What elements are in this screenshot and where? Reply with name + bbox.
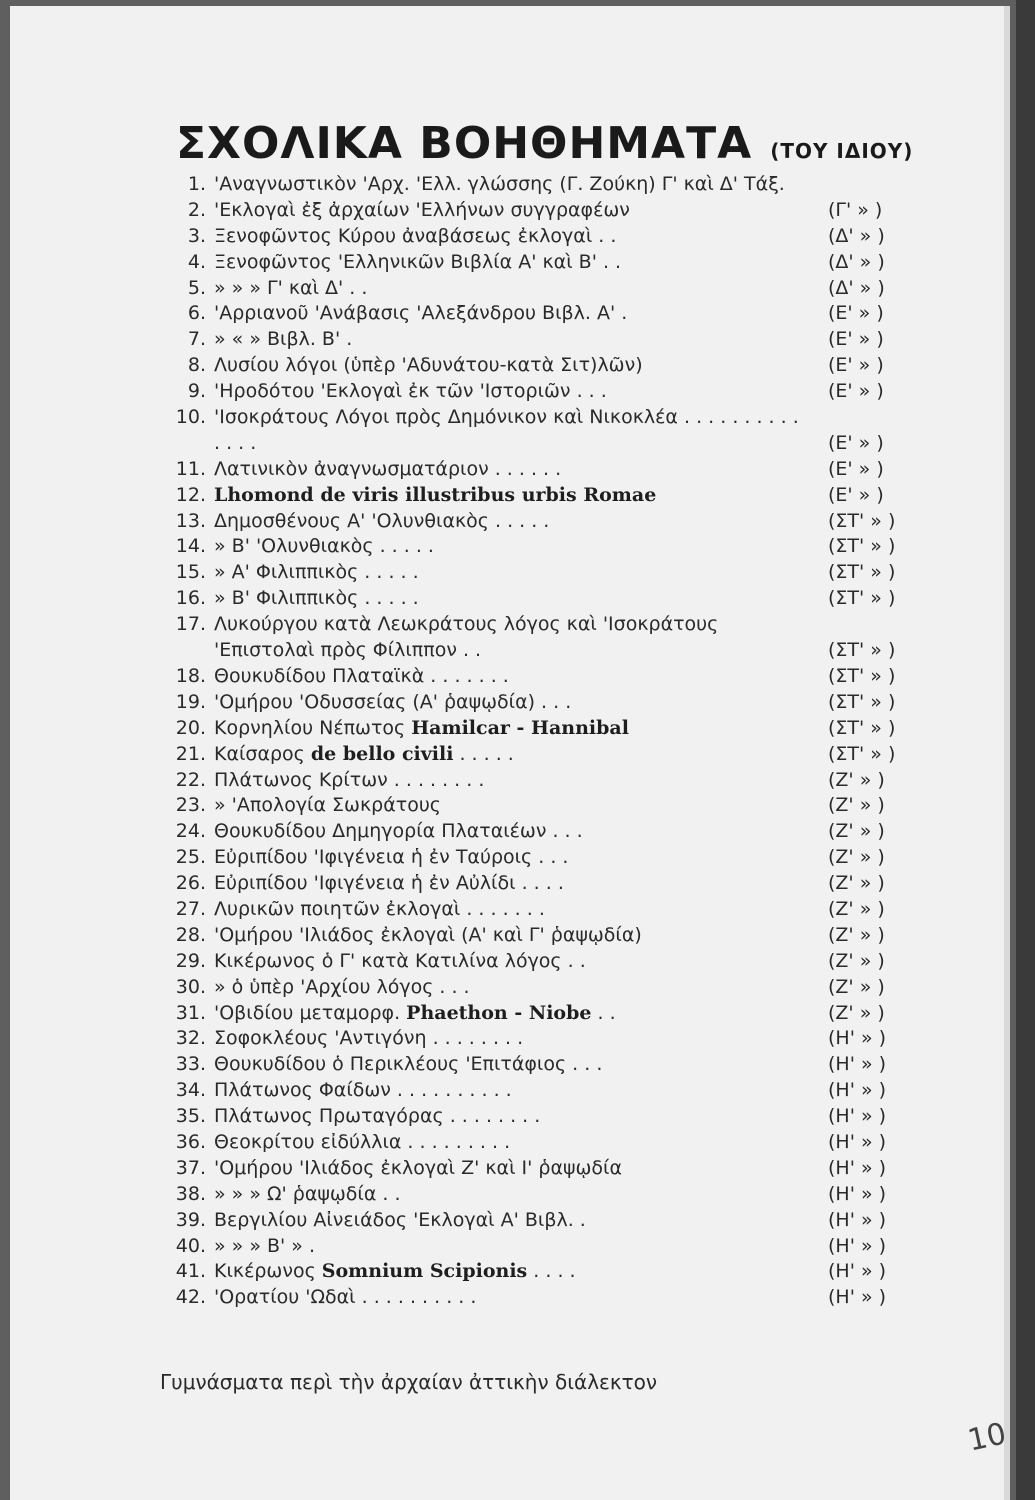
class-level: (Η' » ) (828, 1027, 887, 1050)
list-item (158, 690, 948, 716)
latin-title: de bello civili (310, 742, 454, 765)
list-item (158, 897, 948, 923)
item-title (206, 172, 834, 198)
list-item (158, 172, 948, 198)
book-list (158, 172, 948, 1311)
class-level: (Ζ' » ) (828, 975, 885, 998)
item-number: 17. (175, 613, 206, 636)
list-item (158, 379, 948, 405)
item-title (206, 1130, 834, 1156)
item-number: 8. (187, 354, 206, 377)
item-title (206, 845, 834, 871)
class-level: (Ζ' » ) (828, 897, 885, 920)
scan-edge (1016, 0, 1035, 1500)
item-number: 11. (175, 457, 206, 480)
list-item (158, 819, 948, 845)
title-text: Κικέρωνος (214, 1260, 322, 1283)
list-item (158, 1208, 948, 1234)
item-number: 28. (175, 923, 206, 946)
class-level: (Η' » ) (828, 1105, 887, 1128)
item-number: 38. (175, 1182, 206, 1205)
item-title (206, 716, 834, 742)
class-level: (Η' » ) (828, 1208, 887, 1231)
class-level: (Η' » ) (828, 1182, 887, 1205)
list-item (158, 1130, 948, 1156)
item-number: 34. (175, 1079, 206, 1102)
item-title (206, 871, 834, 897)
class-level: (Ε' » ) (828, 431, 884, 454)
item-number: 42. (175, 1286, 206, 1309)
title-text: Πλάτωνος Πρωταγόρας . . . . . . . . (214, 1105, 541, 1128)
item-title (206, 301, 834, 327)
list-item (158, 1001, 948, 1027)
title-text: » ὁ ὑπὲρ 'Αρχίου λόγος . . . (214, 975, 470, 998)
list-item (158, 975, 948, 1001)
item-title (206, 975, 834, 1001)
list-item (158, 534, 948, 560)
list-item (158, 768, 948, 794)
item-number: 14. (175, 535, 206, 558)
class-level: (Ζ' » ) (828, 846, 885, 869)
list-item (158, 586, 948, 612)
title-text: Βεργιλίου Αἰνειάδος 'Εκλογαὶ Α' Βιβλ. . (214, 1208, 586, 1231)
list-item (158, 1078, 948, 1104)
class-level: (Η' » ) (828, 1130, 887, 1153)
list-item (158, 457, 948, 483)
title-text: Λυρικῶν ποιητῶν ἐκλογαὶ . . . . . . . (214, 897, 545, 920)
item-title (206, 819, 834, 845)
class-level: (Δ' » ) (828, 276, 885, 299)
class-level: (ΣΤ' » ) (828, 535, 896, 558)
title-text: Θουκυδίδου ὁ Περικλέους 'Επιτάφιος . . . (214, 1053, 603, 1076)
class-level: (Η' » ) (828, 1053, 887, 1076)
title-text: Θουκυδίδου Πλαταϊκὰ . . . . . . . (214, 664, 509, 687)
item-number: 30. (175, 975, 206, 998)
title-text: 'Ομήρου 'Οδυσσείας (Α' ῥαψῳδία) . . . (214, 690, 572, 713)
class-level: (Ζ' » ) (828, 820, 885, 843)
title-text: Εὐριπίδου 'Ιφιγένεια ἡ ἐν Ταύροις . . . (214, 846, 569, 869)
item-title (206, 198, 834, 224)
item-number: 23. (175, 794, 206, 817)
item-title (206, 586, 834, 612)
footer-line: Γυμνάσματα περὶ τὴν ἀρχαίαν ἀττικὴν διάλεκτον (160, 1370, 658, 1394)
item-title (206, 768, 834, 794)
page-number: 10 (964, 1416, 1010, 1459)
item-number: 20. (175, 716, 206, 739)
class-level: (ΣΤ' » ) (828, 587, 896, 610)
list-item (158, 923, 948, 949)
title-text: Λυσίου λόγοι (ὑπὲρ 'Αδυνάτου-κατὰ Σιτ)λῶν) (214, 354, 643, 377)
item-title (206, 379, 834, 405)
item-title (206, 327, 834, 353)
item-title (206, 405, 804, 457)
title-text: » Α' Φιλιππικὸς . . . . . (214, 561, 419, 584)
title-text: 'Ομήρου 'Ιλιάδος ἐκλογαὶ Ζ' καὶ Ι' ῥαψῳδία (214, 1156, 623, 1179)
page-subtitle: (ΤΟΥ ΙΔΙΟΥ) (770, 139, 914, 163)
list-item (158, 198, 948, 224)
latin-title: Phaethon - Niobe (406, 1001, 592, 1024)
title-text: 'Ισοκράτους Λόγοι πρὸς Δημόνικον καὶ Νικοκλέα . . . . . . . . . . . . . . (214, 406, 799, 454)
list-item (158, 742, 948, 768)
title-text: Δημοσθένους Α' 'Ολυνθιακὸς . . . . . (214, 509, 550, 532)
class-level: (Η' » ) (828, 1260, 887, 1283)
list-item (158, 1182, 948, 1208)
title-text: Κικέρωνος ὁ Γ' κατὰ Κατιλίνα λόγος . . (214, 949, 586, 972)
class-level: (ΣΤ' » ) (828, 639, 896, 662)
item-number: 15. (175, 561, 206, 584)
latin-title: Hamilcar - Hannibal (411, 716, 629, 739)
title-text: Κορνηλίου Νέπωτος (214, 716, 412, 739)
item-number: 5. (187, 276, 206, 299)
class-level: (Ζ' » ) (828, 923, 885, 946)
title-text: 'Ορατίου 'Ωδαὶ . . . . . . . . . . (214, 1286, 477, 1309)
class-level: (ΣΤ' » ) (828, 561, 896, 584)
item-title (206, 612, 804, 664)
class-level: (Ζ' » ) (828, 949, 885, 972)
item-number: 27. (175, 897, 206, 920)
list-item (158, 301, 948, 327)
class-level: (Γ' » ) (828, 198, 883, 221)
item-title (206, 250, 834, 276)
item-title (206, 483, 834, 509)
title-text: Καίσαρος (214, 742, 311, 765)
class-level: (Ε' » ) (828, 457, 884, 480)
item-number: 35. (175, 1105, 206, 1128)
title-text: » 'Απολογία Σωκράτους (214, 794, 441, 817)
item-title (206, 923, 834, 949)
item-number: 22. (175, 768, 206, 791)
item-number: 32. (175, 1027, 206, 1050)
list-item (158, 250, 948, 276)
class-level: (ΣΤ' » ) (828, 742, 896, 765)
class-level: (Ε' » ) (828, 380, 884, 403)
list-item (158, 716, 948, 742)
list-item (158, 1104, 948, 1130)
item-number: 41. (175, 1260, 206, 1283)
item-number: 10. (175, 406, 206, 429)
item-title (206, 949, 834, 975)
title-text: Λατινικὸν ἀναγνωσματάριον . . . . . . (214, 457, 562, 480)
item-number: 18. (175, 664, 206, 687)
title-text: Εὐριπίδου 'Ιφιγένεια ἡ ἐν Αὐλίδι . . . . (214, 872, 564, 895)
item-number: 9. (187, 380, 206, 403)
item-number: 12. (175, 483, 206, 506)
item-number: 16. (175, 587, 206, 610)
item-number: 31. (175, 1001, 206, 1024)
item-title (206, 1234, 834, 1260)
item-number: 25. (175, 846, 206, 869)
title-text: Πλάτωνος Κρίτων . . . . . . . . (214, 768, 485, 791)
title-text: » » » Β' » . (214, 1234, 315, 1257)
title-text: » Β' 'Ολυνθιακὸς . . . . . (214, 535, 434, 558)
item-number: 2. (187, 198, 206, 221)
title-text: . . . . . (453, 742, 514, 765)
class-level: (Η' » ) (828, 1079, 887, 1102)
item-number: 33. (175, 1053, 206, 1076)
item-title (206, 353, 834, 379)
list-item (158, 1234, 948, 1260)
list-item (158, 1026, 948, 1052)
class-level: (Ζ' » ) (828, 872, 885, 895)
item-title (206, 1001, 834, 1027)
class-level: (ΣΤ' » ) (828, 509, 896, 532)
list-item (158, 224, 948, 250)
list-item (158, 327, 948, 353)
class-level: (Ε' » ) (828, 302, 884, 325)
item-title (206, 793, 834, 819)
item-number: 1. (187, 173, 206, 195)
item-title (206, 224, 834, 250)
item-number: 29. (175, 949, 206, 972)
item-title (206, 897, 834, 923)
list-item (158, 509, 948, 535)
list-item (158, 1259, 948, 1285)
title-text: » » » Γ' καὶ Δ' . . (214, 276, 368, 299)
item-title (206, 1052, 834, 1078)
class-level: (Η' » ) (828, 1286, 887, 1309)
class-level: (ΣΤ' » ) (828, 664, 896, 687)
list-item (158, 276, 948, 302)
class-level: (Ε' » ) (828, 354, 884, 377)
item-title (206, 1104, 834, 1130)
title-text: » « » Βιβλ. Β' . (214, 328, 353, 351)
item-number: 13. (175, 509, 206, 532)
title-text: 'Αρριανοῦ 'Ανάβασις 'Αλεξάνδρου Βιβλ. Α' . (214, 302, 628, 325)
title-text: Θεοκρίτου εἰδύλλια . . . . . . . . . (214, 1130, 511, 1153)
item-number: 40. (175, 1234, 206, 1257)
latin-title: Lhomond de viris illustribus urbis Romae (214, 483, 657, 506)
title-row (176, 118, 936, 178)
item-title (206, 560, 834, 586)
item-number: 36. (175, 1130, 206, 1153)
class-level: (Δ' » ) (828, 224, 885, 247)
class-level: (Η' » ) (828, 1156, 887, 1179)
item-number: 21. (175, 742, 206, 765)
title-text: Ξενοφῶντος 'Ελληνικῶν Βιβλία Α' καὶ Β' . . (214, 250, 622, 273)
list-item (158, 793, 948, 819)
class-level: (ΣΤ' » ) (828, 690, 896, 713)
item-title (206, 690, 834, 716)
title-text: . . . . (527, 1260, 576, 1283)
item-title (206, 742, 834, 768)
item-number: 7. (187, 328, 206, 351)
title-text: 'Οβιδίου μεταμορφ. (214, 1001, 407, 1024)
title-text: Θουκυδίδου Δημηγορία Πλαταιέων . . . (214, 820, 583, 843)
title-text: 'Ομήρου 'Ιλιάδος ἐκλογαὶ (Α' καὶ Γ' ῥαψῳδία) (214, 923, 642, 946)
list-item (158, 664, 948, 690)
item-title (206, 509, 834, 535)
item-number: 39. (175, 1208, 206, 1231)
item-number: 3. (187, 224, 206, 247)
list-item (158, 1052, 948, 1078)
list-item (158, 483, 948, 509)
title-text: 'Αναγνωστικὸν 'Αρχ. 'Ελλ. γλώσσης (Γ. Ζούκη) Γ' καὶ Δ' Τάξ. (214, 173, 785, 195)
item-number: 37. (175, 1156, 206, 1179)
class-level: (Η' » ) (828, 1234, 887, 1257)
list-item (158, 1156, 948, 1182)
item-title (206, 1026, 834, 1052)
item-number: 24. (175, 820, 206, 843)
title-text: Σοφοκλέους 'Αντιγόνη . . . . . . . . (214, 1027, 524, 1050)
class-level: (Ε' » ) (828, 483, 884, 506)
class-level: (Ε' » ) (828, 328, 884, 351)
title-text: Πλάτωνος Φαίδων . . . . . . . . . . (214, 1079, 512, 1102)
item-title (206, 1156, 834, 1182)
latin-title: Somnium Scipionis (321, 1260, 528, 1283)
class-level: (ΣΤ' » ) (828, 716, 896, 739)
item-title (206, 276, 834, 302)
list-item (158, 871, 948, 897)
list-item (158, 845, 948, 871)
item-title (206, 1259, 834, 1285)
item-number: 19. (175, 690, 206, 713)
title-text: 'Ηροδότου 'Εκλογαὶ ἐκ τῶν 'Ιστοριῶν . . . (214, 380, 607, 403)
list-item (158, 405, 948, 457)
item-number: 4. (187, 250, 206, 273)
item-title (206, 1078, 834, 1104)
item-title (206, 1208, 834, 1234)
class-level: (Δ' » ) (828, 250, 885, 273)
list-item (158, 560, 948, 586)
item-number: 26. (175, 872, 206, 895)
title-text: » » » Ω' ῥαψῳδία . . (214, 1182, 401, 1205)
title-text: Ξενοφῶντος Κύρου ἀναβάσεως ἐκλογαὶ . . (214, 224, 617, 247)
title-text: Λυκούργου κατὰ Λεωκράτους λόγος καὶ 'Ισοκράτους 'Επιστολαὶ πρὸς Φίλιππον . . (214, 613, 719, 662)
item-title (206, 534, 834, 560)
item-number: 6. (187, 302, 206, 325)
item-title (206, 664, 834, 690)
title-text: 'Εκλογαὶ ἐξ ἀρχαίων 'Ελλήνων συγγραφέων (214, 198, 630, 221)
title-text: » Β' Φιλιππικὸς . . . . . (214, 587, 419, 610)
class-level: (Ζ' » ) (828, 1001, 885, 1024)
list-item (158, 949, 948, 975)
item-title (206, 457, 834, 483)
list-item (158, 353, 948, 379)
item-title (206, 1182, 834, 1208)
class-level: (Ζ' » ) (828, 768, 885, 791)
title-text: . . (591, 1001, 616, 1024)
list-item (158, 612, 948, 664)
class-level: (Ζ' » ) (828, 794, 885, 817)
page-title: ΣΧΟΛΙΚΑ ΒΟΗΘΗΜΑΤΑ (176, 118, 753, 169)
item-title (206, 1285, 834, 1311)
list-item (158, 1285, 948, 1311)
